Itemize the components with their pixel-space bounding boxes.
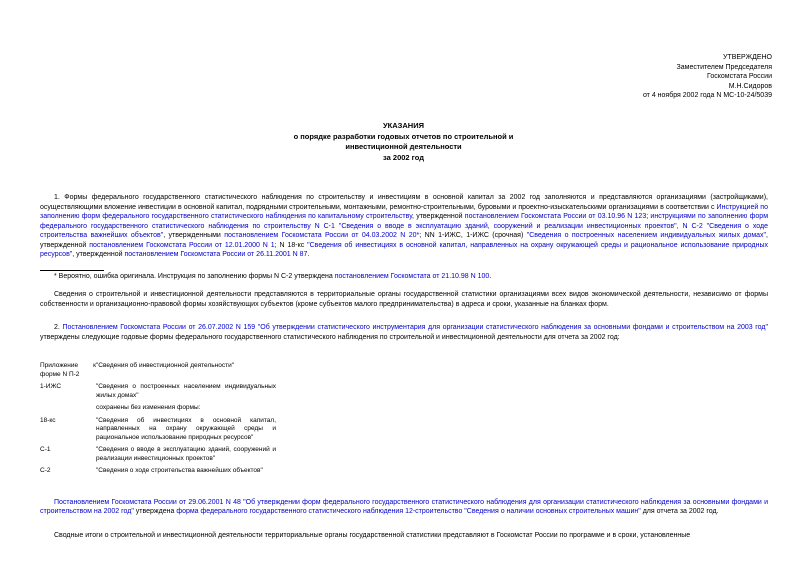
forms-table bbox=[40, 362, 276, 480]
link-resolution-1[interactable]: постановлением Госкомстата России от 12.01.2000 N 1 bbox=[89, 241, 275, 249]
paragraph-1 bbox=[40, 193, 768, 260]
text: , утвержденной bbox=[40, 232, 768, 249]
approval-block bbox=[643, 53, 772, 101]
link-resolution-159[interactable]: Постановлением Госкомстата России от 26.07.2002 N 159 bbox=[62, 324, 256, 331]
link-resolution-159-title[interactable]: "Об утверждении статистического инструментария для организации статистического наблюдения за основными фондами и строительством на 2003 год" bbox=[257, 324, 768, 331]
text: 2. bbox=[54, 324, 63, 331]
text: утверждена bbox=[133, 508, 177, 515]
form-code: Приложение к форме N П-2 bbox=[40, 362, 96, 378]
paragraph-5: Сводные итоги о строительной и инвестиционной деятельности территориальные органы государственной статистики представляют в Госкомстат России по программе и в сроки, установленные bbox=[54, 531, 691, 539]
approval-signatory: М.Н.Сидоров bbox=[728, 82, 772, 90]
form-description: "Сведения о построенных населением индивидуальных жилых домах" bbox=[96, 383, 276, 399]
form-description: "Сведения о вводе в эксплуатацию зданий, сооружений и реализации инвестиционных проектов" bbox=[96, 446, 276, 462]
paragraph-3 bbox=[40, 323, 768, 342]
text: * Вероятно, ошибка оригинала. Инструкция по заполнению формы N С-2 утверждена bbox=[54, 272, 335, 280]
table-row bbox=[40, 446, 276, 467]
link-form-12-construction[interactable]: форма федерального государственного статистического наблюдения 12-строительство "Сведения о наличии основных строительных машин" bbox=[176, 508, 641, 515]
text: , утвержденной bbox=[72, 251, 125, 258]
title-line-1: УКАЗАНИЯ bbox=[383, 121, 424, 130]
form-description: "Сведения об инвестициях в основной капитал, направленных на охрану окружающей среды и рациональное использование природных ресурсов" bbox=[96, 416, 276, 441]
text: , утвержденными bbox=[163, 232, 225, 239]
footnote-divider bbox=[40, 270, 104, 271]
approval-heading: УТВЕРЖДЕНО bbox=[722, 54, 772, 61]
text: . bbox=[307, 251, 310, 258]
title-line-3: инвестиционной деятельности bbox=[345, 142, 462, 151]
link-instructions-c1-c2[interactable]: инструкциями по заполнению форм федерального государственного статистического наблюдения по строительству N С-1 "Сведения о вводе в эксплуатацию зданий, сооружений и реализации инвестиционных проектов", N С-2 "Сведения о ходе строительства важнейших объектов" bbox=[40, 213, 769, 239]
approval-position: Заместителем Председателя bbox=[676, 63, 772, 71]
text: ; NN 1-ИЖС, 1-ИЖС (срочная) bbox=[419, 232, 527, 239]
form-code: С-2 bbox=[40, 467, 51, 474]
form-code: 1-ИЖС bbox=[40, 383, 62, 390]
text: для отчета за 2002 год. bbox=[640, 508, 719, 515]
table-row bbox=[40, 417, 276, 447]
table-row bbox=[40, 467, 276, 480]
document-body bbox=[40, 193, 768, 540]
text: утверждены следующие годовые формы федерального государственного статистического наблюдения по строительной и инвестиционной деятельности для отчета за 2002 год: bbox=[40, 333, 620, 341]
approval-organization: Госкомстата России bbox=[707, 73, 772, 80]
text: ; N 18-кс bbox=[274, 241, 308, 249]
footnote bbox=[40, 272, 768, 282]
link-resolution-123[interactable]: постановлением Госкомстата России от 03.10.96 N 123 bbox=[464, 213, 647, 220]
text: 1. Формы федерального государственного статистического наблюдения по строительству и инвестициям в основной капитал за 2002 год заполняются и представляются организациями (застройщиками), осуществляющими вложение инвестиции в основной капитал, подрядными строительными, монтажными, ремонтно-строительными, буровыми и проектно-изыскательскими организациями в соответствии с bbox=[40, 194, 768, 211]
title-line-4: за 2002 год bbox=[383, 152, 424, 162]
table-row bbox=[40, 404, 276, 417]
text: , утвержденной bbox=[412, 213, 465, 220]
link-18ks-form[interactable]: "Сведения об инвестициях в основной капитал, направленных на охрану окружающей среды и рациональное использование природных ресурсов" bbox=[40, 241, 769, 258]
link-instruction-capital-construction[interactable]: Инструкцией по заполнению форм федерального государственного статистического наблюдения по капитальному строительству bbox=[40, 203, 768, 220]
form-code: С-1 bbox=[40, 446, 51, 453]
form-code: 18-кс bbox=[40, 416, 56, 424]
form-description: "Сведения о ходе строительства важнейших объектов" bbox=[96, 467, 263, 474]
title-line-2: о порядке разработки годовых отчетов по строительной и bbox=[293, 131, 514, 141]
table-row bbox=[40, 362, 276, 383]
text: ; bbox=[646, 213, 651, 220]
form-code bbox=[40, 404, 96, 417]
approval-date: от 4 ноября 2002 года N МС-10-24/5039 bbox=[642, 92, 772, 99]
paragraph-4 bbox=[40, 498, 768, 517]
link-resolution-100[interactable]: постановлением Госкомстата от 21.10.98 N 100 bbox=[334, 272, 490, 280]
link-resolution-48-title[interactable]: "Об утверждении форм федерального государственного статистического наблюдения для организации статистического наблюдения за основными фондами и строительством на 2002 год" bbox=[40, 498, 769, 515]
document-title bbox=[0, 121, 807, 163]
table-row bbox=[40, 383, 276, 404]
link-resolution-20[interactable]: постановлением Госкомстата России от 04.03.2002 N 20* bbox=[224, 232, 420, 239]
link-ijs-form[interactable]: "Сведения о построенных населением индивидуальных жилых домах" bbox=[526, 232, 767, 239]
form-description: "Сведения об инвестиционной деятельности" bbox=[96, 362, 235, 369]
form-description: сохранены без изменения формы: bbox=[96, 404, 201, 411]
text: . bbox=[489, 272, 492, 280]
paragraph-2: Сведения о строительной и инвестиционной деятельности представляются в территориальные органы государственной статистики организациями всех видов экономической деятельности, независимо от формы собственности и организационно-правовой формы хозяйствующих субъектов (кроме субъектов малого предпринимательства) в адреса и сроки, указанные на бланках форм. bbox=[40, 291, 768, 308]
link-resolution-87[interactable]: постановлением Госкомстата России от 26.11.2001 N 87 bbox=[124, 251, 308, 258]
link-resolution-48[interactable]: Постановлением Госкомстата России от 29.06.2001 N 48 bbox=[54, 498, 241, 506]
